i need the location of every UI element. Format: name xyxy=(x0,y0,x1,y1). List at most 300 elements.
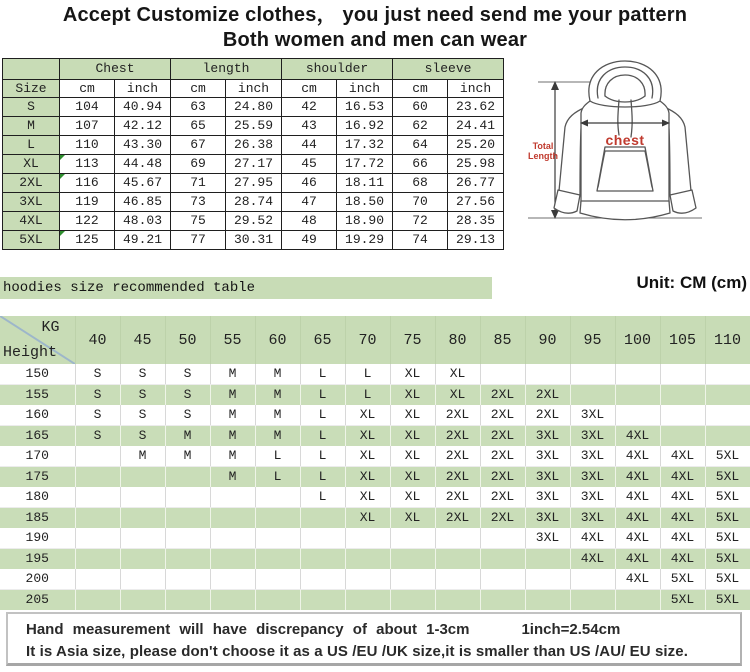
recommend-row xyxy=(0,467,750,488)
size-label: 4XL xyxy=(3,212,60,231)
recommended-size-cell xyxy=(75,467,120,488)
col-group-length: length xyxy=(171,59,282,80)
recommended-size-cell xyxy=(165,590,210,611)
recommended-size-cell xyxy=(390,590,435,611)
recommended-size-cell: M xyxy=(210,405,255,426)
recommended-size-cell xyxy=(165,467,210,488)
size-value-cell: 16.92 xyxy=(337,117,393,136)
recommended-size-cell: XL xyxy=(435,364,480,385)
recommended-size-cell: 3XL xyxy=(570,467,615,488)
recommended-size-cell: M xyxy=(210,446,255,467)
size-value-cell: 26.77 xyxy=(448,174,504,193)
recommended-size-cell: M xyxy=(210,426,255,447)
height-value: 205 xyxy=(0,590,75,611)
height-value: 150 xyxy=(0,364,75,385)
recommended-size-cell: 3XL xyxy=(570,426,615,447)
recommended-size-cell: M xyxy=(255,364,300,385)
size-value-cell: 25.59 xyxy=(226,117,282,136)
size-header: Size xyxy=(3,80,60,98)
recommended-size-cell: 2XL xyxy=(480,426,525,447)
height-value: 195 xyxy=(0,549,75,570)
size-value-cell: 74 xyxy=(393,231,448,250)
weight-header: 45 xyxy=(120,316,165,364)
recommended-size-cell: M xyxy=(210,467,255,488)
recommended-size-cell: 5XL xyxy=(705,590,750,611)
unit-cm: cm xyxy=(171,80,226,98)
recommended-size-cell: L xyxy=(300,385,345,406)
recommend-row xyxy=(0,364,750,385)
size-value-cell: 71 xyxy=(171,174,226,193)
recommended-size-cell xyxy=(660,426,705,447)
weight-header: 85 xyxy=(480,316,525,364)
page-title: Accept Customize clothes， you just need send me your pattern xyxy=(62,4,688,26)
unit-inch: inch xyxy=(115,80,171,98)
discrepancy-note: Hand measurement will have discrepancy of about 1-3cm xyxy=(26,621,470,638)
size-table-row xyxy=(3,155,504,174)
height-label: Height xyxy=(3,344,58,361)
size-value-cell: 49 xyxy=(282,231,337,250)
size-value-cell: 67 xyxy=(171,136,226,155)
recommended-size-cell xyxy=(120,508,165,529)
recommend-table-body xyxy=(0,364,750,610)
size-table-row xyxy=(3,117,504,136)
recommended-size-cell: 4XL xyxy=(615,446,660,467)
size-value-cell: 104 xyxy=(60,98,115,117)
recommended-size-cell: XL xyxy=(390,467,435,488)
recommended-size-cell xyxy=(165,569,210,590)
recommended-size-cell: 2XL xyxy=(525,385,570,406)
recommended-size-cell xyxy=(75,569,120,590)
recommended-size-cell: 3XL xyxy=(525,446,570,467)
recommended-size-cell: L xyxy=(300,426,345,447)
recommended-size-cell xyxy=(120,569,165,590)
size-value-cell: 116 xyxy=(60,174,115,193)
recommended-size-cell: S xyxy=(120,364,165,385)
recommended-size-cell: 4XL xyxy=(570,549,615,570)
size-value-cell: 25.98 xyxy=(448,155,504,174)
size-value-cell: 62 xyxy=(393,117,448,136)
size-value-cell: 48.03 xyxy=(115,212,171,231)
recommended-size-cell xyxy=(570,590,615,611)
unit-cm: cm xyxy=(393,80,448,98)
recommended-size-cell: 3XL xyxy=(525,528,570,549)
inch-conversion-note: 1inch=2.54cm xyxy=(521,621,621,638)
recommended-size-cell: XL xyxy=(390,385,435,406)
recommended-size-cell: XL xyxy=(345,508,390,529)
recommended-size-cell: 2XL xyxy=(435,426,480,447)
size-label: 5XL xyxy=(3,231,60,250)
recommended-size-cell xyxy=(120,590,165,611)
recommended-size-cell xyxy=(615,364,660,385)
recommended-size-cell xyxy=(75,487,120,508)
recommended-size-cell xyxy=(480,528,525,549)
size-value-cell: 27.95 xyxy=(226,174,282,193)
recommended-size-cell: XL xyxy=(345,446,390,467)
total-length-label: Total Length xyxy=(528,141,558,161)
unit-cm: cm xyxy=(60,80,115,98)
recommended-size-cell: 5XL xyxy=(660,590,705,611)
recommend-row xyxy=(0,487,750,508)
recommended-size-cell xyxy=(705,405,750,426)
size-label: M xyxy=(3,117,60,136)
recommended-size-cell: 4XL xyxy=(660,528,705,549)
weight-header: 105 xyxy=(660,316,705,364)
size-value-cell: 48 xyxy=(282,212,337,231)
recommend-row xyxy=(0,385,750,406)
size-value-cell: 27.56 xyxy=(448,193,504,212)
recommended-size-cell: 4XL xyxy=(660,508,705,529)
height-value: 160 xyxy=(0,405,75,426)
size-value-cell: 72 xyxy=(393,212,448,231)
weight-header: 40 xyxy=(75,316,120,364)
recommended-size-cell: 4XL xyxy=(615,528,660,549)
size-value-cell: 125 xyxy=(60,231,115,250)
recommended-size-cell: 5XL xyxy=(705,446,750,467)
size-value-cell: 110 xyxy=(60,136,115,155)
recommend-row xyxy=(0,446,750,467)
recommended-size-cell xyxy=(525,590,570,611)
recommended-size-cell xyxy=(525,569,570,590)
size-label: 3XL xyxy=(3,193,60,212)
recommended-size-cell xyxy=(210,569,255,590)
recommended-size-cell xyxy=(390,569,435,590)
recommended-size-cell: 4XL xyxy=(615,426,660,447)
recommended-size-cell: XL xyxy=(345,405,390,426)
recommended-size-cell: M xyxy=(120,446,165,467)
recommended-size-cell: M xyxy=(165,446,210,467)
size-value-cell: 18.90 xyxy=(337,212,393,231)
recommended-size-cell: 5XL xyxy=(660,569,705,590)
recommended-size-cell: S xyxy=(120,405,165,426)
recommended-size-cell: 5XL xyxy=(705,569,750,590)
footer-line-1 xyxy=(26,620,740,640)
size-value-cell: 44 xyxy=(282,136,337,155)
recommended-size-cell: 2XL xyxy=(435,446,480,467)
size-value-cell: 66 xyxy=(393,155,448,174)
size-value-cell: 17.32 xyxy=(337,136,393,155)
recommended-size-cell xyxy=(300,590,345,611)
recommended-size-cell xyxy=(570,569,615,590)
recommended-size-cell: 5XL xyxy=(705,487,750,508)
recommend-row xyxy=(0,426,750,447)
recommend-row xyxy=(0,508,750,529)
recommended-size-cell: L xyxy=(345,364,390,385)
recommended-size-cell: 2XL xyxy=(435,508,480,529)
size-value-cell: 17.72 xyxy=(337,155,393,174)
size-value-cell: 46.85 xyxy=(115,193,171,212)
footer-line-2: It is Asia size, please don't choose it as a US /EU /UK size,it is smaller than US /AU/ EU size. xyxy=(26,643,688,660)
recommended-size-cell xyxy=(210,528,255,549)
size-table xyxy=(2,58,504,250)
recommended-size-cell xyxy=(480,364,525,385)
recommended-size-cell: S xyxy=(75,364,120,385)
recommended-size-cell xyxy=(210,487,255,508)
recommended-size-cell xyxy=(255,487,300,508)
recommended-size-cell xyxy=(210,508,255,529)
size-value-cell: 113 xyxy=(60,155,115,174)
size-value-cell: 68 xyxy=(393,174,448,193)
chest-label: chest xyxy=(605,132,645,148)
size-table-corner xyxy=(3,59,60,80)
weight-header: 50 xyxy=(165,316,210,364)
recommended-size-cell: 4XL xyxy=(615,569,660,590)
recommend-row xyxy=(0,569,750,590)
recommended-size-cell: S xyxy=(75,405,120,426)
recommended-size-cell xyxy=(705,385,750,406)
size-value-cell: 29.13 xyxy=(448,231,504,250)
size-value-cell: 107 xyxy=(60,117,115,136)
size-value-cell: 45.67 xyxy=(115,174,171,193)
height-value: 165 xyxy=(0,426,75,447)
recommended-size-cell: 5XL xyxy=(705,508,750,529)
size-value-cell: 42 xyxy=(282,98,337,117)
height-value: 190 xyxy=(0,528,75,549)
size-value-cell: 47 xyxy=(282,193,337,212)
weight-header: 80 xyxy=(435,316,480,364)
recommended-size-cell xyxy=(345,590,390,611)
recommended-size-cell: S xyxy=(165,364,210,385)
recommend-table-title-band: hoodies size recommended table xyxy=(0,277,492,299)
recommended-size-cell: 4XL xyxy=(615,549,660,570)
col-group-shoulder: shoulder xyxy=(282,59,393,80)
recommend-row xyxy=(0,590,750,611)
recommended-size-cell xyxy=(525,364,570,385)
recommended-size-cell: L xyxy=(345,385,390,406)
recommended-size-cell xyxy=(390,528,435,549)
recommended-size-cell xyxy=(210,590,255,611)
weight-header: 100 xyxy=(615,316,660,364)
recommended-size-cell xyxy=(120,467,165,488)
recommended-size-cell xyxy=(615,385,660,406)
recommended-size-cell: S xyxy=(165,405,210,426)
size-value-cell: 69 xyxy=(171,155,226,174)
weight-header: 65 xyxy=(300,316,345,364)
recommended-size-cell: 2XL xyxy=(480,467,525,488)
col-group-sleeve: sleeve xyxy=(393,59,504,80)
recommended-size-cell: M xyxy=(210,385,255,406)
size-table-row xyxy=(3,136,504,155)
recommended-size-cell xyxy=(480,569,525,590)
page-subtitle: Both women and men can wear xyxy=(222,29,528,51)
size-label: L xyxy=(3,136,60,155)
recommended-size-cell: 2XL xyxy=(480,446,525,467)
recommended-size-cell xyxy=(255,508,300,529)
size-label: S xyxy=(3,98,60,117)
title-block xyxy=(0,3,750,53)
footer-note-box xyxy=(6,612,742,666)
recommended-size-cell: XL xyxy=(390,405,435,426)
recommended-size-cell: L xyxy=(300,446,345,467)
recommended-size-cell: M xyxy=(255,426,300,447)
unit-cm: cm xyxy=(282,80,337,98)
recommended-size-cell: 3XL xyxy=(570,487,615,508)
recommended-size-cell xyxy=(255,549,300,570)
unit-note: Unit: CM (cm) xyxy=(636,273,747,292)
size-value-cell: 49.21 xyxy=(115,231,171,250)
size-value-cell: 43 xyxy=(282,117,337,136)
recommended-size-cell xyxy=(660,385,705,406)
recommended-size-cell: L xyxy=(300,405,345,426)
size-table-row xyxy=(3,98,504,117)
weight-header: 55 xyxy=(210,316,255,364)
recommended-size-cell: 2XL xyxy=(525,405,570,426)
recommended-size-cell: S xyxy=(165,385,210,406)
recommended-size-cell: XL xyxy=(345,467,390,488)
recommended-size-cell: XL xyxy=(390,508,435,529)
recommend-table xyxy=(0,316,750,610)
recommended-size-cell: XL xyxy=(390,446,435,467)
size-value-cell: 119 xyxy=(60,193,115,212)
recommended-size-cell xyxy=(165,487,210,508)
size-value-cell: 27.17 xyxy=(226,155,282,174)
recommended-size-cell: S xyxy=(120,385,165,406)
recommended-size-cell xyxy=(435,569,480,590)
recommended-size-cell: L xyxy=(300,364,345,385)
recommended-size-cell: 2XL xyxy=(435,405,480,426)
size-table-row xyxy=(3,212,504,231)
height-value: 180 xyxy=(0,487,75,508)
size-value-cell: 63 xyxy=(171,98,226,117)
size-value-cell: 40.94 xyxy=(115,98,171,117)
recommended-size-cell xyxy=(345,549,390,570)
recommended-size-cell xyxy=(75,528,120,549)
recommended-size-cell xyxy=(705,364,750,385)
recommended-size-cell xyxy=(480,590,525,611)
recommended-size-cell xyxy=(435,549,480,570)
recommended-size-cell xyxy=(480,549,525,570)
recommended-size-cell xyxy=(120,528,165,549)
recommended-size-cell: S xyxy=(75,426,120,447)
recommended-size-cell: XL xyxy=(345,426,390,447)
size-value-cell: 28.35 xyxy=(448,212,504,231)
height-value: 200 xyxy=(0,569,75,590)
recommended-size-cell xyxy=(345,528,390,549)
recommended-size-cell xyxy=(570,385,615,406)
recommended-size-cell: S xyxy=(75,385,120,406)
height-value: 175 xyxy=(0,467,75,488)
size-value-cell: 19.29 xyxy=(337,231,393,250)
unit-inch: inch xyxy=(337,80,393,98)
recommended-size-cell: S xyxy=(120,426,165,447)
size-value-cell: 25.20 xyxy=(448,136,504,155)
recommended-size-cell: 3XL xyxy=(570,508,615,529)
recommended-size-cell xyxy=(345,569,390,590)
size-table-row xyxy=(3,193,504,212)
size-table-unit-row xyxy=(3,80,504,98)
recommended-size-cell xyxy=(525,549,570,570)
size-value-cell: 29.52 xyxy=(226,212,282,231)
recommended-size-cell xyxy=(300,508,345,529)
kg-height-corner xyxy=(0,316,75,364)
size-label: 2XL xyxy=(3,174,60,193)
recommended-size-cell: L xyxy=(255,467,300,488)
size-value-cell: 70 xyxy=(393,193,448,212)
recommended-size-cell: 2XL xyxy=(435,487,480,508)
recommended-size-cell: 4XL xyxy=(615,487,660,508)
recommended-size-cell: 4XL xyxy=(570,528,615,549)
recommended-size-cell: M xyxy=(210,364,255,385)
recommended-size-cell xyxy=(435,590,480,611)
recommended-size-cell: 5XL xyxy=(705,528,750,549)
size-value-cell: 28.74 xyxy=(226,193,282,212)
size-value-cell: 77 xyxy=(171,231,226,250)
recommended-size-cell: 3XL xyxy=(570,446,615,467)
unit-inch: inch xyxy=(448,80,504,98)
size-value-cell: 75 xyxy=(171,212,226,231)
weight-header: 75 xyxy=(390,316,435,364)
recommended-size-cell xyxy=(255,590,300,611)
recommended-size-cell xyxy=(210,549,255,570)
recommended-size-cell: XL xyxy=(390,487,435,508)
size-value-cell: 18.50 xyxy=(337,193,393,212)
recommend-header-row xyxy=(0,316,750,364)
weight-header: 95 xyxy=(570,316,615,364)
size-value-cell: 24.80 xyxy=(226,98,282,117)
height-value: 155 xyxy=(0,385,75,406)
recommended-size-cell: 5XL xyxy=(705,549,750,570)
recommended-size-cell: 4XL xyxy=(615,467,660,488)
size-value-cell: 43.30 xyxy=(115,136,171,155)
recommended-size-cell xyxy=(120,549,165,570)
recommended-size-cell xyxy=(255,528,300,549)
recommended-size-cell xyxy=(300,569,345,590)
recommended-size-cell xyxy=(75,446,120,467)
col-group-chest: Chest xyxy=(60,59,171,80)
recommended-size-cell xyxy=(165,549,210,570)
size-table-row xyxy=(3,174,504,193)
size-label: XL xyxy=(3,155,60,174)
recommended-size-cell: 4XL xyxy=(660,446,705,467)
weight-header: 110 xyxy=(705,316,750,364)
size-value-cell: 16.53 xyxy=(337,98,393,117)
size-value-cell: 60 xyxy=(393,98,448,117)
height-value: 170 xyxy=(0,446,75,467)
recommended-size-cell: L xyxy=(300,487,345,508)
recommended-size-cell: 3XL xyxy=(570,405,615,426)
size-value-cell: 24.41 xyxy=(448,117,504,136)
weight-header: 70 xyxy=(345,316,390,364)
recommended-size-cell xyxy=(165,508,210,529)
recommended-size-cell xyxy=(300,549,345,570)
size-table-body xyxy=(3,98,504,250)
size-table-row xyxy=(3,231,504,250)
weight-header: 90 xyxy=(525,316,570,364)
recommended-size-cell: L xyxy=(300,467,345,488)
size-value-cell: 64 xyxy=(393,136,448,155)
recommended-size-cell xyxy=(705,426,750,447)
recommended-size-cell: 2XL xyxy=(480,385,525,406)
recommended-size-cell xyxy=(120,487,165,508)
weight-header: 60 xyxy=(255,316,300,364)
recommended-size-cell: XL xyxy=(345,487,390,508)
recommended-size-cell xyxy=(615,405,660,426)
size-value-cell: 73 xyxy=(171,193,226,212)
recommend-row xyxy=(0,528,750,549)
size-value-cell: 122 xyxy=(60,212,115,231)
recommended-size-cell xyxy=(390,549,435,570)
recommended-size-cell xyxy=(75,508,120,529)
recommended-size-cell: 3XL xyxy=(525,487,570,508)
recommended-size-cell: 2XL xyxy=(480,508,525,529)
recommended-size-cell: 2XL xyxy=(435,467,480,488)
size-value-cell: 65 xyxy=(171,117,226,136)
size-value-cell: 45 xyxy=(282,155,337,174)
recommended-size-cell: M xyxy=(165,426,210,447)
recommended-size-cell: 5XL xyxy=(705,467,750,488)
recommended-size-cell xyxy=(660,364,705,385)
recommended-size-cell xyxy=(570,364,615,385)
recommended-size-cell: L xyxy=(255,446,300,467)
